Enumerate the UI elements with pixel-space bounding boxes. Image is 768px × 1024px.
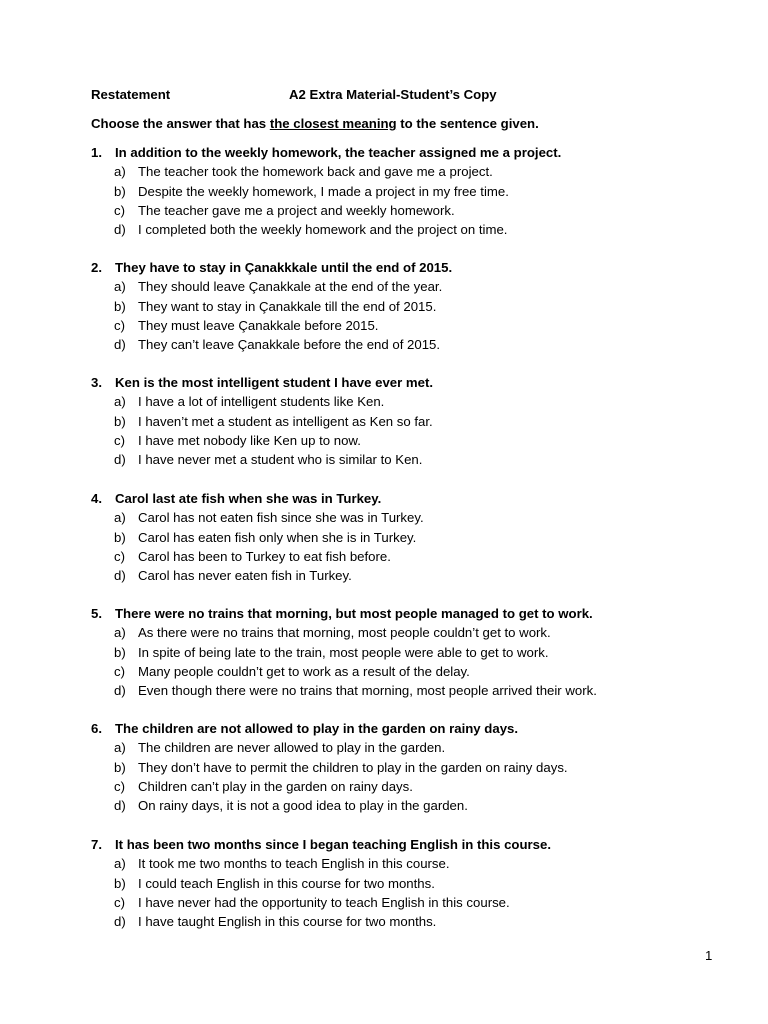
option-c (91, 431, 731, 450)
option-letter: b) (114, 298, 126, 314)
option-letter: b) (114, 413, 126, 429)
option-letter: b) (114, 759, 126, 775)
option-text: Many people couldn’t get to work as a result of the delay. (138, 663, 470, 679)
instructions (91, 116, 539, 131)
option-text: I could teach English in this course for two months. (138, 875, 435, 891)
instructions-underlined: the closest meaning (269, 116, 397, 131)
option-b (91, 182, 731, 201)
option-b (91, 412, 731, 431)
option-letter: d) (114, 337, 126, 353)
option-text: The children are never allowed to play in the garden. (138, 740, 446, 756)
question-2 (91, 258, 731, 354)
option-letter: c) (114, 432, 125, 448)
question-number: 3. (91, 375, 102, 390)
question-number: 4. (91, 491, 102, 506)
option-text: I have never had the opportunity to teach English in this course. (138, 894, 510, 910)
option-b (91, 643, 731, 662)
option-letter: c) (114, 894, 125, 910)
question-line (91, 143, 731, 162)
option-letter: d) (114, 683, 126, 699)
option-letter: a) (114, 625, 126, 641)
option-text: The teacher took the homework back and gave me a project. (138, 164, 493, 180)
option-text: They don’t have to permit the children to play in the garden on rainy days. (138, 759, 568, 775)
option-text: Carol has eaten fish only when she is in Turkey. (138, 529, 417, 545)
option-letter: a) (114, 510, 126, 526)
question-number: 2. (91, 260, 102, 275)
option-letter: d) (114, 798, 126, 814)
question-1 (91, 143, 731, 239)
option-d (91, 912, 731, 931)
option-letter: c) (114, 317, 125, 333)
page-number: 1 (705, 948, 713, 963)
question-text: There were no trains that morning, but most people managed to get to work. (115, 606, 593, 621)
option-d (91, 450, 731, 469)
option-text: Even though there were no trains that morning, most people arrived their work. (138, 683, 597, 699)
option-c (91, 547, 731, 566)
option-letter: d) (114, 222, 126, 238)
question-number: 7. (91, 837, 102, 852)
option-c (91, 777, 731, 796)
header-topic: Restatement (91, 87, 171, 102)
option-letter: b) (114, 183, 126, 199)
option-a (91, 738, 731, 757)
option-letter: c) (114, 778, 125, 794)
question-5 (91, 604, 731, 700)
question-text: It has been two months since I began teaching English in this course. (115, 837, 551, 852)
option-text: I have met nobody like Ken up to now. (138, 432, 361, 448)
option-letter: d) (114, 568, 126, 584)
document-header (91, 87, 691, 107)
question-line (91, 489, 731, 508)
question-number: 1. (91, 145, 102, 160)
option-letter: a) (114, 279, 126, 295)
option-letter: a) (114, 164, 126, 180)
option-text: On rainy days, it is not a good idea to play in the garden. (138, 798, 468, 814)
option-letter: c) (114, 548, 125, 564)
option-text: They can’t leave Çanakkale before the end of 2015. (138, 337, 441, 353)
option-a (91, 392, 731, 411)
question-4 (91, 489, 731, 585)
option-text: They want to stay in Çanakkale till the end of 2015. (138, 298, 437, 314)
option-text: Despite the weekly homework, I made a project in my free time. (138, 183, 509, 199)
option-text: Carol has never eaten fish in Turkey. (138, 568, 352, 584)
header-title: A2 Extra Material-Student’s Copy (289, 87, 497, 102)
option-c (91, 201, 731, 220)
question-text: In addition to the weekly homework, the teacher assigned me a project. (115, 145, 562, 160)
option-text: In spite of being late to the train, most people were able to get to work. (138, 644, 549, 660)
option-d (91, 335, 731, 354)
option-text: I completed both the weekly homework and the project on time. (138, 222, 508, 238)
option-text: The teacher gave me a project and weekly homework. (138, 202, 455, 218)
option-text: As there were no trains that morning, most people couldn’t get to work. (138, 625, 551, 641)
option-d (91, 566, 731, 585)
option-letter: b) (114, 529, 126, 545)
question-text: Carol last ate fish when she was in Turkey. (115, 491, 382, 506)
option-d (91, 220, 731, 239)
option-d (91, 681, 731, 700)
option-text: I haven’t met a student as intelligent as Ken so far. (138, 413, 433, 429)
question-line (91, 604, 731, 623)
option-a (91, 854, 731, 873)
option-b (91, 297, 731, 316)
option-letter: b) (114, 644, 126, 660)
option-c (91, 662, 731, 681)
instructions-text-after: to the sentence given. (396, 116, 539, 131)
option-text: I have a lot of intelligent students like Ken. (138, 394, 385, 410)
option-a (91, 277, 731, 296)
question-6 (91, 719, 731, 815)
option-text: It took me two months to teach English in this course. (138, 856, 450, 872)
question-line (91, 719, 731, 738)
option-letter: c) (114, 202, 125, 218)
option-letter: c) (114, 663, 125, 679)
option-b (91, 528, 731, 547)
question-line (91, 373, 731, 392)
option-c (91, 893, 731, 912)
option-letter: d) (114, 452, 126, 468)
question-text: They have to stay in Çanakkkale until the end of 2015. (115, 260, 453, 275)
option-text: I have taught English in this course for two months. (138, 914, 437, 930)
question-number: 6. (91, 721, 102, 736)
question-3 (91, 373, 731, 469)
question-number: 5. (91, 606, 102, 621)
question-text: Ken is the most intelligent student I have ever met. (115, 375, 434, 390)
option-text: They must leave Çanakkale before 2015. (138, 317, 379, 333)
option-letter: d) (114, 914, 126, 930)
option-text: They should leave Çanakkale at the end of the year. (138, 279, 443, 295)
question-line (91, 835, 731, 854)
option-a (91, 623, 731, 642)
option-c (91, 316, 731, 335)
question-text: The children are not allowed to play in the garden on rainy days. (115, 721, 519, 736)
instructions-text-before: Choose the answer that has (91, 116, 270, 131)
option-a (91, 162, 731, 181)
option-b (91, 874, 731, 893)
option-d (91, 796, 731, 815)
option-text: Carol has not eaten fish since she was in Turkey. (138, 510, 424, 526)
option-a (91, 508, 731, 527)
option-letter: a) (114, 856, 126, 872)
option-text: Carol has been to Turkey to eat fish before. (138, 548, 391, 564)
option-text: Children can’t play in the garden on rainy days. (138, 778, 413, 794)
option-letter: b) (114, 875, 126, 891)
question-7 (91, 835, 731, 931)
option-text: I have never met a student who is similar to Ken. (138, 452, 423, 468)
option-b (91, 758, 731, 777)
option-letter: a) (114, 740, 126, 756)
option-letter: a) (114, 394, 126, 410)
question-line (91, 258, 731, 277)
